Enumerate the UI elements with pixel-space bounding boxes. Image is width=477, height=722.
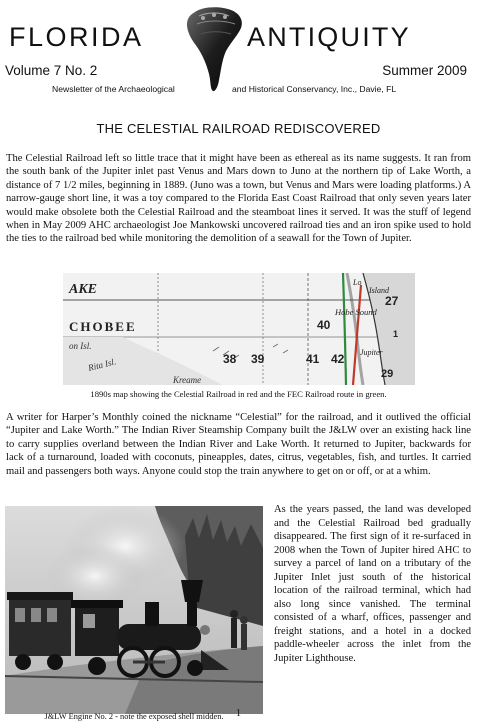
volume-number: Volume 7 No. 2 — [5, 63, 98, 78]
map-label-40: 40 — [317, 318, 331, 332]
map-label-41: 41 — [306, 352, 320, 366]
map-label-39: 39 — [251, 352, 265, 366]
article-headline: THE CELESTIAL RAILROAD REDISCOVERED — [96, 121, 381, 136]
map-label-rita-isl: Rita Isl. — [87, 356, 118, 373]
page-number: 1 — [236, 708, 241, 719]
map-label-island: Island — [369, 286, 389, 295]
conch-shell-logo — [181, 4, 247, 94]
map-label-hobe-sound: Hobe Sound — [335, 307, 377, 317]
masthead-title-left: FLORIDA — [9, 22, 144, 52]
article-paragraph-3: As the years passed, the land was developed and the Celestial Railroad bed gradually disappeared. The first sign of it re-surfaced in 2008 when the Town of Jupiter hired AHC to survey a parcel of land on a tributary of the Jupiter Inlet just south of the historical location of the railroad terminal, which had also long since vanished. The terminal consisted of a wharf, offices, passenger and freight stations, and a hotel in a docked paddle-wheeler across the inlet from the Jupiter Lighthouse. — [274, 504, 471, 664]
railroad-map — [63, 273, 415, 385]
map-label-lake: AKE — [69, 282, 98, 297]
map-label-42: 42 — [331, 352, 345, 366]
issue-season: Summer 2009 — [382, 63, 467, 78]
article-paragraph-2: A writer for Harper’s Monthly coined the nickname “Celestial” for the railroad, and it outlived the official “Jupiter and Lake Worth.” The Indian River Steamship Company built the J&LW over an existing hack line to carry supplies overland between the Indian River and Lake Worth. It returned to Jupiter, backwards for lack of a turnaround, loaded with coconuts, pineapples, dates, citrus, vegetables, fish, and turtles. It carried mail and passengers both ways. Anyone could stop the train anywhere to get on or off, or at a whim. — [6, 412, 471, 477]
map-label-38: 38 — [223, 352, 237, 366]
map-label-jupiter: Jupiter — [360, 348, 383, 357]
map-label-29: 29 — [381, 368, 394, 380]
photo-caption: J&LW Engine No. 2 - note the exposed shell midden. — [44, 712, 224, 721]
map-label-kreame: Kreame — [173, 375, 202, 385]
map-label-27: 27 — [385, 294, 399, 308]
map-label-1: 1 — [393, 329, 399, 339]
map-caption: 1890s map showing the Celestial Railroad in red and the FEC Railroad route in green. — [90, 389, 387, 399]
map-label-chobee: CHOBEE — [69, 319, 137, 334]
engine-photo — [5, 506, 263, 714]
newsletter-tagline-right: and Historical Conservancy, Inc., Davie, FL — [232, 84, 397, 94]
newsletter-tagline-left: Newsletter of the Archaeological — [52, 84, 175, 94]
map-label-lo: Lo — [353, 278, 362, 287]
article-paragraph-1: The Celestial Railroad left so little trace that it might have been as ethereal as its name suggests. It ran from the south bank of the Jupiter inlet past Venus and Mars down to Juno at the northern tip of Lake Worth, a distance of 7 1/2 miles, beginning in 1889. (Juno was a town, but Venus and Mars were loading platforms.) A narrow-gauge short line, it was a toy compared to the Florida East Coast Railroad that only seven years later would make obsolete both the Celestial Railroad and the steamboat lines it served. It was the stuff of legend when in May 2009 AHC archaeologist Joe Mankowski uncovered railroad ties and an iron spike used to hold the ties to the railroad bed while monitoring the demolition of a seawall for the Town of Jupiter. — [6, 153, 471, 245]
masthead-title-right: ANTIQUITY — [247, 22, 411, 52]
map-label-on-isl: on Isl. — [69, 341, 92, 351]
